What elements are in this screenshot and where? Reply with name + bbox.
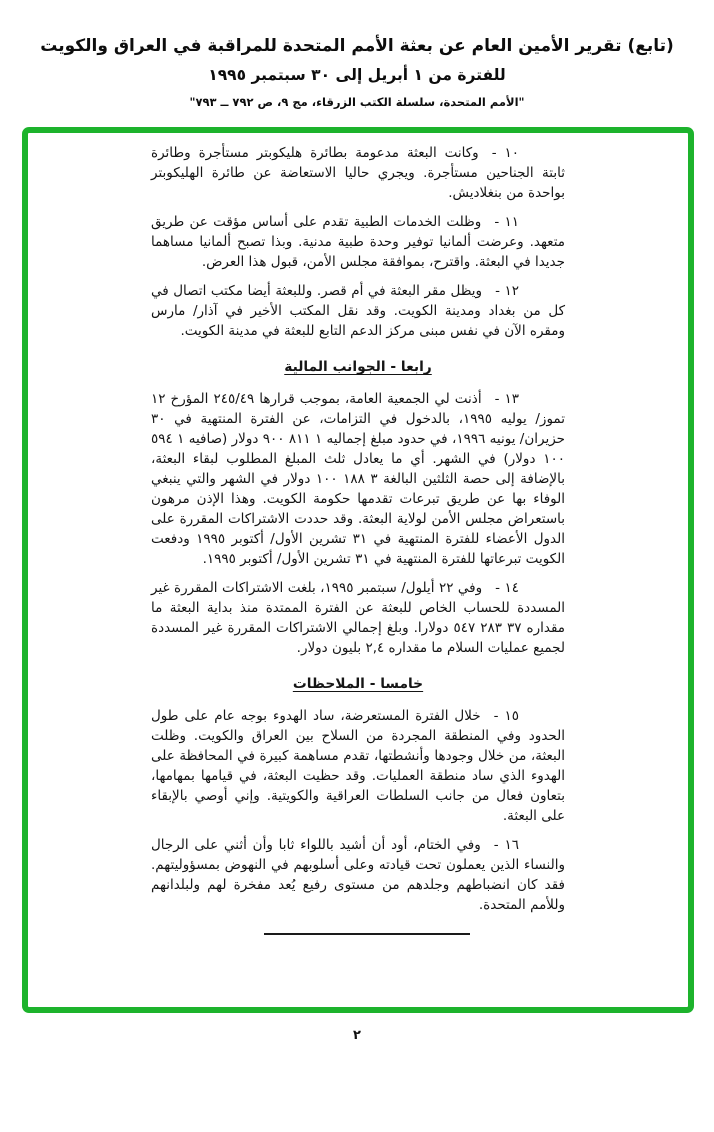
paragraph-12 [151, 281, 565, 341]
paragraph-number: ١٤ - [495, 580, 519, 596]
paragraph-number: ١٢ - [495, 283, 519, 299]
section-heading-financial-aspects: رابعا - الجوانب المالية [284, 359, 432, 375]
document-title: (تابع) تقرير الأمين العام عن بعثة الأمم المتحدة للمراقبة في العراق والكويت [40, 36, 674, 56]
paragraph-text: ويظل مقر البعثة في أم قصر. وللبعثة أيضا مكتب اتصال في كل من بغداد ومدينة الكويت. وقد نقل المكتب الأخير في آذار/ مارس ومقره الآن في نفس مبنى مركز الدعم التابع للبعثة في مدينة الكويت. [151, 283, 565, 339]
paragraph-10 [151, 143, 565, 203]
paragraph-14 [151, 578, 565, 658]
document-body [151, 143, 565, 935]
paragraph-text: أذنت لي الجمعية العامة، بموجب قرارها ٢٤٥/٤٩ المؤرخ ١٢ تموز/ يوليه ١٩٩٥، بالدخول في التزامات، عن الفترة المنتهية في ٣٠ حزيران/ يونيه ١٩٩٦، في حدود مبلغ إجماليه ١ ٨١١ ٩٠٠ دولار (صافيه ١ ٥٩٤ ١٠٠ دولار) في الشهر. أي ما يعادل ثلث المبلغ المطلوب لبقاء البعثة، بالإضافة إلى حصة الثلثين البالغة ٣ ١٨٨ ١٠٠ دولار في الشهر والتي ينبغي الوفاء بها عن طريق تبرعات تقدمها حكومة الكويت. وهذا الإذن مرهون باستعراض مجلس الأمن لولاية البعثة. وقد حددت الاشتراكات المقررة على الدول الأعضاء للفترة المنتهية في ٣١ تشرين الأول/ أكتوبر ١٩٩٥ ودفعت الكويت تبرعاتها للفترة المنتهية في ٣١ تشرين الأول/ أكتوبر ١٩٩٥. [151, 391, 566, 567]
paragraph-number: ١٣ - [494, 391, 519, 407]
paragraph-text: وفي الختام، أود أن أشيد باللواء ثابا وأن أثني على الرجال والنساء الذين يعملون تحت قيادته وعلى أسلوبهم في النهوض بمسؤوليتهم. فقد كان انضباطهم وجلدهم من مستوى رفيع يُعد مفخرة لهم ولبلدانهم وللأمم المتحدة. [151, 837, 565, 913]
paragraph-16 [151, 835, 565, 915]
paragraph-13 [151, 389, 565, 569]
paragraph-11 [151, 212, 565, 272]
paragraph-number: ١٥ - [493, 708, 519, 724]
paragraph-number: ١٠ - [491, 145, 519, 161]
document-period: للفترة من ١ أبريل إلى ٣٠ سبتمبر ١٩٩٥ [208, 66, 506, 84]
paragraph-number: ١٦ - [493, 837, 519, 853]
footnote-divider [264, 933, 470, 935]
document-header [0, 0, 714, 109]
paragraph-text: خلال الفترة المستعرضة، ساد الهدوء بوجه عام على طول الحدود وفي المنطقة المجردة من السلاح بين العراق والكويت. وظلت البعثة، من خلال وجودها وأنشطتها، تقدم مساهمة كبيرة في المحافظة على الهدوء الذي ساد منطقة العمليات. وقد حظيت البعثة، في قيامها بمهامها، بتعاون فعال من جانب السلطات العراقية والكويتية. وإني أوصي بالإبقاء على البعثة. [151, 708, 565, 824]
paragraph-15 [151, 706, 565, 826]
green-border-frame [22, 127, 694, 1013]
section-heading-observations: خامسا - الملاحظات [292, 676, 424, 692]
paragraph-text: وظلت الخدمات الطبية تقدم على أساس مؤقت عن طريق متعهد. وعرضت ألمانيا توفير وحدة طبية مدنية. وبذا تصبح ألمانيا مساهما جديدا في البعثة. واقترح، بموافقة مجلس الأمن، قبول هذا العرض. [151, 214, 565, 270]
document-source-citation: "الأمم المتحدة، سلسلة الكتب الزرقاء، مج ٩، ص ٧٩٢ ــ ٧٩٣" [189, 95, 525, 109]
paragraph-number: ١١ - [494, 214, 519, 230]
paragraph-text: وفي ٢٢ أيلول/ سبتمبر ١٩٩٥، بلغت الاشتراكات المقررة غير المسددة للحساب الخاص للبعثة عن الفترة الممتدة منذ بداية البعثة ما مقداره ٣٧ ٢٨٣ ٥٤٧ دولارا. وبلغ إجمالي الاشتراكات المقررة غير المسددة لجميع عمليات السلام ما مقداره ٢,٤ بليون دولار. [151, 580, 566, 656]
paragraph-text: وكانت البعثة مدعومة بطائرة هليكوبتر مستأجرة وطائرة ثابتة الجناحين مستأجرة. ويجري حاليا الاستعاضة عن طائرة الهليكوبتر بواحدة من بنغلاديش. [151, 145, 565, 201]
page-number: ٢ [353, 1028, 361, 1043]
